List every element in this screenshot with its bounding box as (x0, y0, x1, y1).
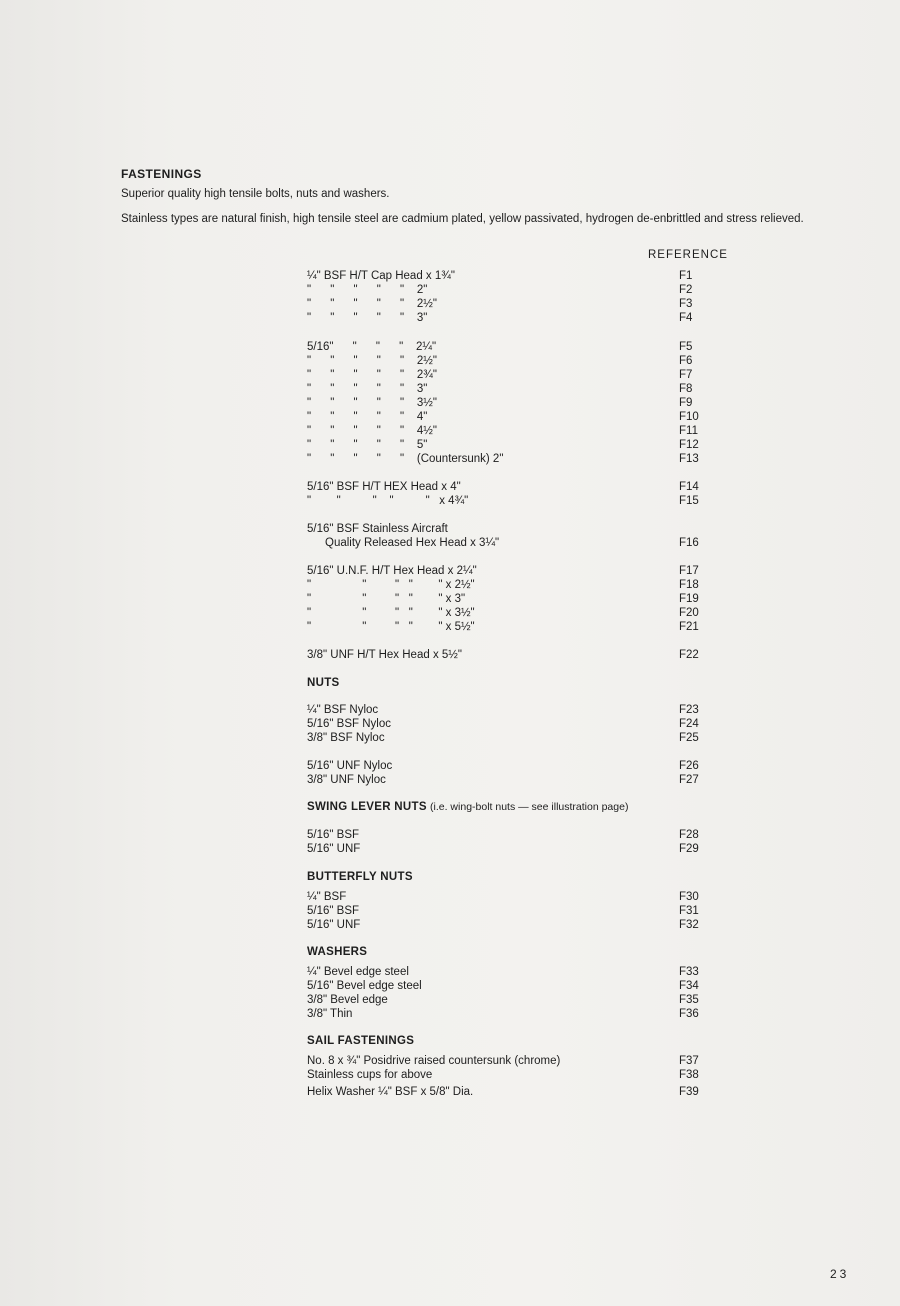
table-row (0, 980, 900, 994)
table-row (0, 621, 900, 635)
item-description: 3/8" Thin (307, 1008, 353, 1020)
item-description: " " " " " 3" (307, 312, 428, 324)
item-reference: F19 (679, 593, 699, 605)
intro-line-1: Superior quality high tensile bolts, nuts and washers. (121, 188, 390, 200)
item-reference: F23 (679, 704, 699, 716)
table-row (0, 1086, 900, 1100)
table-row (0, 523, 900, 537)
table-row (0, 774, 900, 788)
item-description: " " " " " x 4¾" (307, 495, 469, 507)
reference-column-header: REFERENCE (648, 249, 728, 261)
section-label: SAIL FASTENINGS (307, 1035, 415, 1047)
item-reference: F16 (679, 537, 699, 549)
item-description: 5/16" Bevel edge steel (307, 980, 422, 992)
item-description: " " " " " 3" (307, 383, 428, 395)
item-description: 5/16" U.N.F. H/T Hex Head x 2¼" (307, 565, 477, 577)
table-row (0, 397, 900, 411)
item-reference: F11 (679, 425, 698, 437)
item-description: 5/16" UNF (307, 843, 361, 855)
item-reference: F3 (679, 298, 693, 310)
item-description: " " " " " 2" (307, 284, 428, 296)
item-reference: F6 (679, 355, 693, 367)
item-reference: F5 (679, 341, 693, 353)
item-reference: F20 (679, 607, 699, 619)
item-description: 3/8" UNF Nyloc (307, 774, 386, 786)
section-label: NUTS (307, 677, 340, 689)
item-description: " " " " " 2½" (307, 355, 437, 367)
table-row (0, 453, 900, 467)
item-reference: F38 (679, 1069, 699, 1081)
table-row (0, 994, 900, 1008)
section-heading (307, 946, 367, 958)
item-description: " " " " " 3½" (307, 397, 437, 409)
item-description: " " " " " x 3½" (307, 607, 475, 619)
table-row (0, 891, 900, 905)
table-row (0, 718, 900, 732)
item-reference: F17 (679, 565, 699, 577)
item-description: 5/16" " " " 2¼" (307, 341, 437, 353)
item-description: 5/16" BSF H/T HEX Head x 4" (307, 481, 461, 493)
item-description: " " " " " 5" (307, 439, 428, 451)
item-description: ¼" BSF Nyloc (307, 704, 379, 716)
table-row (0, 298, 900, 312)
item-reference: F33 (679, 966, 699, 978)
item-reference: F30 (679, 891, 699, 903)
item-reference: F18 (679, 579, 699, 591)
item-description: " " " " " 2½" (307, 298, 437, 310)
table-row (0, 919, 900, 933)
table-row (0, 829, 900, 843)
section-heading (307, 677, 340, 689)
item-description: 5/16" BSF (307, 829, 360, 841)
item-reference: F24 (679, 718, 699, 730)
page-title: FASTENINGS (121, 167, 202, 181)
item-reference: F21 (679, 621, 699, 633)
table-row (0, 966, 900, 980)
table-row (0, 355, 900, 369)
table-row (0, 704, 900, 718)
item-description: 5/16" BSF Nyloc (307, 718, 391, 730)
item-reference: F1 (679, 270, 693, 282)
section-heading (307, 1035, 414, 1047)
item-description: 3/8" UNF H/T Hex Head x 5½" (307, 649, 462, 661)
item-description: " " " " " x 2½" (307, 579, 475, 591)
item-description: " " " " " 4" (307, 411, 428, 423)
item-reference: F39 (679, 1086, 699, 1098)
item-reference: F36 (679, 1008, 699, 1020)
item-reference: F4 (679, 312, 693, 324)
table-row (0, 565, 900, 579)
table-row (0, 537, 900, 551)
item-reference: F7 (679, 369, 693, 381)
item-description: Stainless cups for above (307, 1069, 433, 1081)
item-reference: F22 (679, 649, 699, 661)
item-reference: F9 (679, 397, 693, 409)
section-label: SWING LEVER NUTS (307, 801, 427, 813)
item-reference: F27 (679, 774, 699, 786)
table-row (0, 312, 900, 326)
table-row (0, 495, 900, 509)
item-description: 3/8" Bevel edge (307, 994, 388, 1006)
table-row (0, 284, 900, 298)
section-label: WASHERS (307, 946, 368, 958)
item-reference: F28 (679, 829, 699, 841)
item-reference: F31 (679, 905, 699, 917)
item-reference: F25 (679, 732, 699, 744)
table-row (0, 760, 900, 774)
table-row (0, 843, 900, 857)
item-description: 3/8" BSF Nyloc (307, 732, 385, 744)
section-note: (i.e. wing-bolt nuts — see illustration page) (430, 801, 629, 813)
item-description: 5/16" BSF Stainless Aircraft (307, 523, 448, 535)
item-description: " " " " " x 5½" (307, 621, 475, 633)
item-reference: F13 (679, 453, 699, 465)
table-row (0, 341, 900, 355)
table-row (0, 607, 900, 621)
table-row (0, 481, 900, 495)
intro-line-2: Stainless types are natural finish, high tensile steel are cadmium plated, yellow passivated, hydrogen de-enbrittled and stress relieved. (121, 213, 804, 225)
table-row (0, 905, 900, 919)
item-reference: F29 (679, 843, 699, 855)
section-heading (307, 871, 413, 883)
table-row (0, 649, 900, 663)
item-reference: F34 (679, 980, 699, 992)
item-description: ¼" BSF H/T Cap Head x 1¾" (307, 270, 455, 282)
table-row (0, 593, 900, 607)
table-row (0, 411, 900, 425)
item-description: " " " " " 4½" (307, 425, 437, 437)
item-reference: F37 (679, 1055, 699, 1067)
item-reference: F12 (679, 439, 699, 451)
item-reference: F14 (679, 481, 699, 493)
page-number: 23 (830, 1267, 850, 1281)
item-description: 5/16" UNF (307, 919, 361, 931)
table-row (0, 1055, 900, 1069)
item-reference: F32 (679, 919, 699, 931)
item-reference: F8 (679, 383, 693, 395)
table-row (0, 732, 900, 746)
table-row (0, 383, 900, 397)
item-description: Helix Washer ¼" BSF x 5/8" Dia. (307, 1086, 474, 1098)
table-row (0, 1008, 900, 1022)
item-reference: F2 (679, 284, 693, 296)
item-description: No. 8 x ¾" Posidrive raised countersunk (chrome) (307, 1055, 561, 1067)
item-description: 5/16" BSF (307, 905, 360, 917)
item-reference: F15 (679, 495, 699, 507)
item-reference: F10 (679, 411, 699, 423)
table-row (0, 425, 900, 439)
item-description: " " " " " 2¾" (307, 369, 437, 381)
table-row (0, 1069, 900, 1083)
section-heading (307, 801, 628, 813)
table-row (0, 270, 900, 284)
section-label: BUTTERFLY NUTS (307, 871, 413, 883)
item-description: ¼" BSF (307, 891, 347, 903)
item-description: " " " " " (Countersunk) 2" (307, 453, 504, 465)
item-description: Quality Released Hex Head x 3¼" (325, 537, 500, 549)
item-description: 5/16" UNF Nyloc (307, 760, 393, 772)
table-row (0, 439, 900, 453)
item-reference: F26 (679, 760, 699, 772)
item-description: ¼" Bevel edge steel (307, 966, 409, 978)
table-row (0, 369, 900, 383)
table-row (0, 579, 900, 593)
item-reference: F35 (679, 994, 699, 1006)
item-description: " " " " " x 3" (307, 593, 466, 605)
